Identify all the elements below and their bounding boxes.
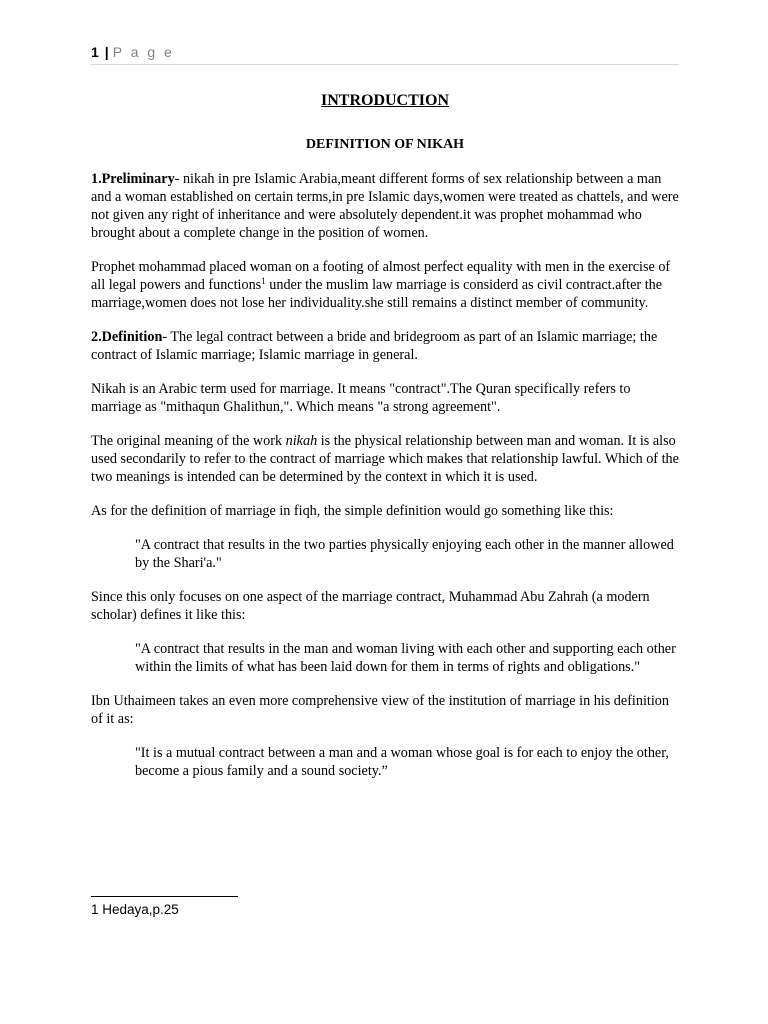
equality-text-after: under the muslim law marriage is considerd as civil contract.after the marriage,women does not lose her individuality.she still remains a distinct member of community.	[91, 277, 663, 311]
document-title: INTRODUCTION	[320, 92, 449, 109]
nikah-italic: nikah	[285, 433, 318, 449]
fiqh-intro-paragraph: As for the definition of marriage in fiqh, the simple definition would go something like this:	[91, 503, 614, 519]
uthaimeen-intro-paragraph: Ibn Uthaimeen takes an even more comprehensive view of the institution of marriage in his definition of it as:	[91, 693, 669, 727]
footnote: 1 Hedaya,p.25	[91, 902, 179, 917]
original-meaning-after: is the physical relationship between man and woman. It is also used secondarily to refer to the contract of marriage which makes that relationship lawful. Which of the two meanings is intended can be determined by the context in which it is used.	[91, 433, 679, 485]
preliminary-text: - nikah in pre Islamic Arabia,meant different forms of sex relationship between a man and a woman established on certain terms,in pre Islamic days,women were treated as chattels, and were not given any right of inheritance and were absolutely dependent.it was prophet mohammad who brought about a complete change in the position of women.	[91, 171, 679, 241]
preliminary-paragraph	[91, 170, 679, 242]
quote-shari-a: "A contract that results in the two parties physically enjoying each other in the manner allowed by the Shari'a."	[135, 537, 674, 571]
original-meaning-paragraph	[91, 432, 679, 486]
section-subtitle: DEFINITION OF NIKAH	[305, 137, 465, 152]
page-number: 1	[91, 44, 99, 60]
footnote-divider	[91, 896, 238, 897]
arabic-term-paragraph: Nikah is an Arabic term used for marriage. It means "contract".The Quran specifically refers to marriage as "mithaqun Ghalithun,". Which means "a strong agreement".	[91, 381, 631, 415]
definition-paragraph	[91, 328, 679, 364]
original-meaning-before: The original meaning of the work	[91, 433, 286, 449]
quote-abu-zahrah: "A contract that results in the man and woman living with each other and supporting each other within the limits of what has been laid down for them in terms of rights and obligations."	[135, 641, 676, 675]
footnote-reference[interactable]: 1	[261, 276, 266, 286]
page-label: P a g e	[112, 44, 175, 60]
abu-zahrah-intro-paragraph: Since this only focuses on one aspect of the marriage contract, Muhammad Abu Zahrah (a modern scholar) defines it like this:	[91, 589, 650, 623]
equality-paragraph	[91, 258, 679, 312]
equality-text-before: Prophet mohammad placed woman on a footing of almost perfect equality with men in the exercise of all legal powers and functions	[91, 259, 671, 293]
document-body	[91, 92, 679, 780]
page-header	[91, 44, 679, 65]
definition-heading: 2.Definition	[91, 329, 163, 345]
preliminary-heading: 1.Preliminary	[91, 171, 175, 187]
header-separator: |	[104, 44, 109, 60]
quote-uthaimeen: "It is a mutual contract between a man and a woman whose goal is for each to enjoy the other, become a pious family and a sound society.”	[135, 745, 669, 779]
definition-text: - The legal contract between a bride and bridegroom as part of an Islamic marriage; the contract of Islamic marriage; Islamic marriage in general.	[91, 329, 658, 363]
